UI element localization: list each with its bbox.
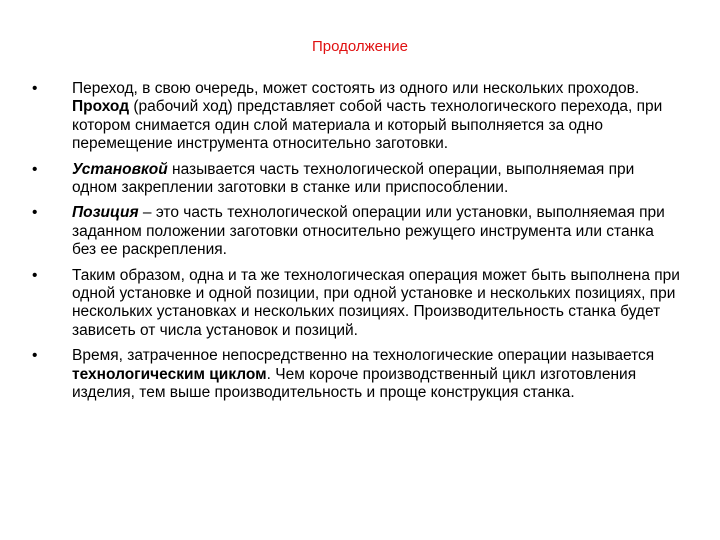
list-item [32, 204, 682, 259]
item-text: Таким образом, одна и та же технологическая операция может быть выполнена при одной установке и одной позиции, при одной установке и нескольких позициях, при нескольких установках и нескольких позициях. Производительность станка будет зависеть от числа установок и позиций. [72, 266, 680, 339]
item-text: – это часть технологической операции или установки, выполняемая при заданном положении заготовки относительно режущего инструмента или станка без ее раскрепления. [72, 204, 665, 259]
term-ustanovkoy: Установкой [72, 160, 168, 178]
item-text: (рабочий ход) представляет собой часть технологического перехода, при котором снимается один слой материала и который выполняется за одно перемещение инструмента относительно заготовки. [72, 98, 663, 153]
slide-title: Продолжение [311, 38, 409, 55]
list-item [32, 161, 682, 198]
bullet-icon: • [32, 160, 38, 178]
item-text: . Чем короче производственный цикл изготовления изделия, тем выше производительность и проще конструкция станка. [72, 365, 637, 402]
bullet-icon: • [32, 80, 38, 97]
list-item [32, 267, 682, 341]
bullet-icon: • [32, 347, 38, 365]
bullet-icon: • [32, 266, 38, 284]
term-pozitsiya: Позиция [72, 204, 139, 222]
term-prokhod: Проход [72, 98, 130, 116]
bullet-icon: • [32, 204, 38, 222]
list-item [32, 80, 682, 154]
item-text: Время, затраченное непосредственно на технологические операции называется [72, 347, 655, 365]
term-tekhnologicheskiy-tsikl: технологическим циклом [72, 365, 267, 383]
bullet-list [32, 80, 682, 410]
list-item [32, 347, 682, 402]
item-text: называется часть технологической операции, выполняемая при одном закреплении заготовки в станке или приспособлении. [72, 160, 635, 197]
item-text: Переход, в свою очередь, может состоять из одного или нескольких проходов. [72, 80, 640, 97]
